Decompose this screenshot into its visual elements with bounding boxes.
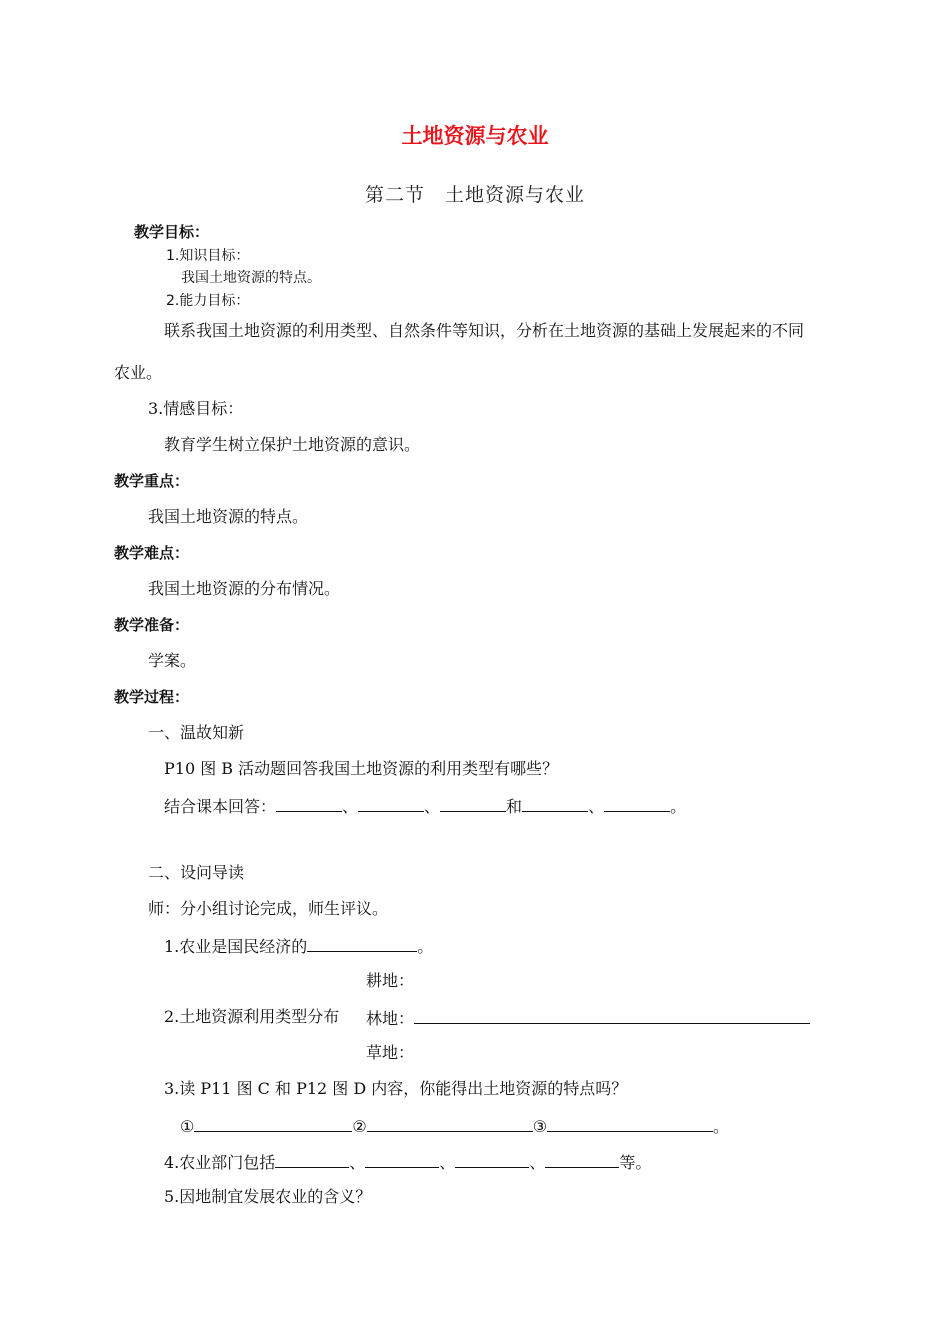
- land-caodi-label: 草地：: [366, 1043, 415, 1062]
- question-4: [164, 1151, 651, 1173]
- answer-blank[interactable]: [275, 1151, 349, 1168]
- answer-blank[interactable]: [367, 1115, 533, 1132]
- circled-number-3: ③: [532, 1117, 548, 1136]
- answer-blank[interactable]: [440, 795, 506, 812]
- circled-number-2: ②: [352, 1117, 367, 1136]
- key-heading: 教学重点：: [114, 472, 190, 490]
- separator: 、: [439, 1153, 456, 1172]
- document-title: 土地资源与农业: [401, 124, 549, 148]
- answer-blank[interactable]: [194, 1115, 352, 1132]
- q4-suffix: 等。: [619, 1153, 652, 1172]
- separator: 、: [342, 797, 359, 816]
- question-5: 5.因地制宜发展农业的含义？: [164, 1187, 372, 1206]
- review-answer-prefix: 结合课本回答：: [164, 797, 277, 816]
- period: 。: [713, 1117, 730, 1136]
- answer-blank[interactable]: [455, 1151, 529, 1168]
- separator: 、: [424, 797, 441, 816]
- answer-blank[interactable]: [276, 795, 342, 812]
- section-subtitle: 第二节 土地资源与农业: [364, 184, 585, 206]
- key-text: 我国土地资源的特点。: [148, 507, 309, 526]
- process-heading: 教学过程：: [114, 688, 190, 706]
- question-1: [164, 935, 433, 957]
- answer-blank[interactable]: [547, 1115, 713, 1132]
- answer-blank[interactable]: [604, 795, 670, 812]
- review-question: P10 图 B 活动题回答我国土地资源的利用类型有哪些？: [164, 759, 559, 778]
- guide-intro: 师：分小组讨论完成，师生评议。: [148, 899, 389, 918]
- land-lindi-line: [366, 1007, 810, 1029]
- difficulty-heading: 教学难点：: [114, 544, 190, 562]
- answer-blank[interactable]: [358, 795, 424, 812]
- q1-prefix: 1.农业是国民经济的: [164, 937, 308, 956]
- question-3: 3.读 P11 图 C 和 P12 图 D 内容，你能得出土地资源的特点吗？: [164, 1079, 628, 1098]
- guide-heading: 二、设问导读: [148, 863, 245, 882]
- answer-blank[interactable]: [414, 1007, 810, 1024]
- answer-blank[interactable]: [522, 795, 588, 812]
- review-heading: 一、温故知新: [148, 723, 245, 742]
- goal2-text-line1: 联系我国土地资源的利用类型、自然条件等知识，分析在土地资源的基础上发展起来的不同: [164, 321, 805, 340]
- goal2-text-line2: 农业。: [114, 363, 163, 382]
- answer-blank[interactable]: [365, 1151, 439, 1168]
- circled-number-1: ①: [180, 1117, 195, 1136]
- q4-prefix: 4.农业部门包括: [164, 1153, 276, 1172]
- answer-blank[interactable]: [545, 1151, 619, 1168]
- goal1-text: 我国土地资源的特点。: [181, 270, 321, 286]
- goals-heading: 教学目标：: [134, 223, 210, 241]
- separator: 、: [529, 1153, 546, 1172]
- difficulty-text: 我国土地资源的分布情况。: [148, 579, 341, 598]
- q2-prefix: 2.土地资源利用类型分布: [164, 1007, 340, 1026]
- answer-blank[interactable]: [307, 935, 417, 952]
- land-gengdi-label: 耕地：: [366, 971, 415, 990]
- prep-text: 学案。: [148, 651, 197, 670]
- separator: 、: [588, 797, 605, 816]
- goal3-text: 教育学生树立保护土地资源的意识。: [164, 435, 421, 454]
- prep-heading: 教学准备：: [114, 616, 190, 634]
- period: 。: [670, 797, 687, 816]
- separator: 和: [506, 797, 523, 816]
- land-lindi-label: 林地：: [366, 1009, 415, 1028]
- goal1-label: 1.知识目标：: [166, 248, 250, 264]
- separator: 、: [349, 1153, 366, 1172]
- goal3-label: 3.情感目标：: [148, 399, 244, 418]
- q3-answer-line: [180, 1115, 729, 1137]
- review-answer-line: [164, 795, 686, 817]
- period: 。: [417, 937, 434, 956]
- goal2-label: 2.能力目标：: [166, 293, 250, 309]
